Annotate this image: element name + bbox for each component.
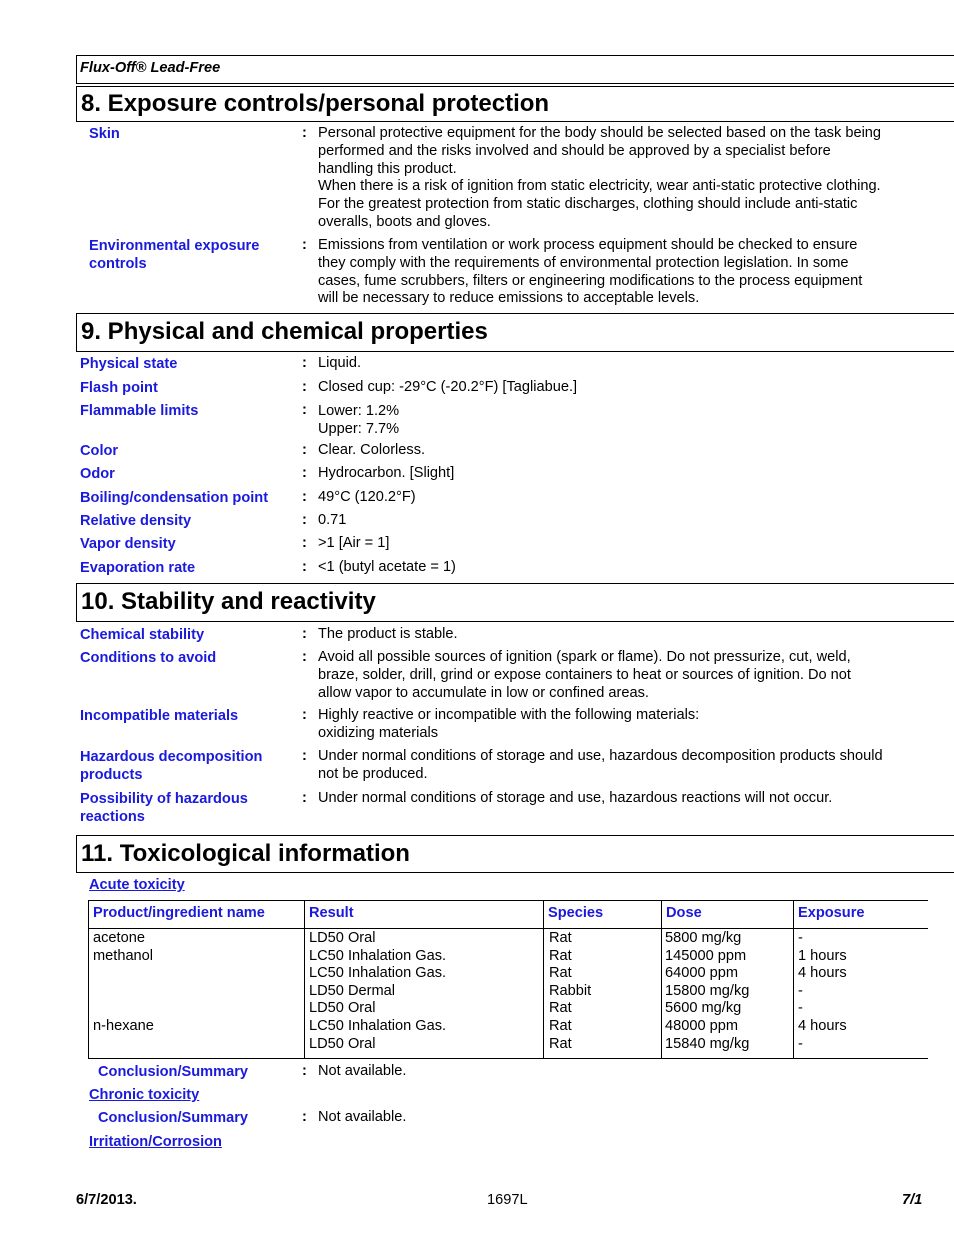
- acute-conclusion-value: Not available.: [318, 1063, 407, 1079]
- environmental-exposure-value: Emissions from ventilation or work process equipment should be checked to ensure they comply with the requirements of environmental protection legislation. In some cases, fume scrubbers, filters or engineering modifications to the process equipment will be necessary to reduce emissions to acceptable levels.: [318, 237, 863, 307]
- colon: :: [302, 1109, 307, 1125]
- table-column-species: Rat Rat Rat Rabbit Rat Rat Rat: [549, 930, 592, 1052]
- colon: :: [302, 465, 307, 481]
- environmental-exposure-label: Environmental exposure controls: [89, 238, 260, 272]
- vapor-density-label: Vapor density: [80, 536, 176, 552]
- table-column-dose: 5800 mg/kg 145000 ppm 64000 ppm 15800 mg/kg 5600 mg/kg 48000 ppm 15840 mg/kg: [665, 930, 750, 1052]
- skin-label: Skin: [89, 126, 120, 142]
- colon: :: [302, 355, 307, 371]
- table-header-result: Result: [309, 905, 354, 921]
- physical-state-label: Physical state: [80, 356, 178, 372]
- colon: :: [302, 707, 307, 723]
- footer-date: 6/7/2013.: [76, 1192, 137, 1208]
- colon: :: [302, 489, 307, 505]
- colon: :: [302, 535, 307, 551]
- hazardous-reactions-label: Possibility of hazardous reactions: [80, 791, 248, 825]
- chronic-conclusion-label: Conclusion/Summary: [98, 1110, 249, 1126]
- table-top-border: [88, 900, 928, 901]
- section-11-title: 11. Toxicological information: [76, 835, 954, 873]
- colon: :: [302, 125, 307, 141]
- colon: :: [302, 790, 307, 806]
- color-label: Color: [80, 443, 119, 459]
- table-col-divider: [793, 900, 794, 1059]
- conditions-to-avoid-label: Conditions to avoid: [80, 650, 217, 666]
- table-col-divider: [661, 900, 662, 1059]
- section-9-title: 9. Physical and chemical properties: [76, 313, 954, 352]
- table-header-exposure: Exposure: [798, 905, 865, 921]
- relative-density-label: Relative density: [80, 513, 192, 529]
- relative-density-value: 0.71: [318, 512, 347, 528]
- colon: :: [302, 402, 307, 418]
- color-value: Clear. Colorless.: [318, 442, 426, 458]
- physical-state-value: Liquid.: [318, 355, 362, 371]
- table-col-divider: [304, 900, 305, 1059]
- footer-code: 1697L: [487, 1192, 528, 1208]
- chemical-stability-label: Chemical stability: [80, 627, 205, 643]
- chronic-toxicity-link[interactable]: Chronic toxicity: [89, 1087, 200, 1103]
- colon: :: [302, 626, 307, 642]
- product-name: Flux-Off® Lead-Free: [80, 60, 221, 76]
- evaporation-rate-label: Evaporation rate: [80, 560, 196, 576]
- colon: :: [302, 442, 307, 458]
- incompatible-materials-value: Highly reactive or incompatible with the following materials: oxidizing materials: [318, 707, 700, 741]
- table-header-dose: Dose: [666, 905, 702, 921]
- table-column-exposure: - 1 hours 4 hours - - 4 hours -: [798, 930, 847, 1052]
- flash-point-value: Closed cup: -29°C (-20.2°F) [Tagliabue.]: [318, 379, 578, 395]
- flammable-limits-label: Flammable limits: [80, 403, 199, 419]
- odor-label: Odor: [80, 466, 115, 482]
- table-header-species: Species: [548, 905, 604, 921]
- table-col-divider: [88, 900, 89, 1059]
- chemical-stability-value: The product is stable.: [318, 626, 458, 642]
- section-10-title: 10. Stability and reactivity: [76, 583, 954, 622]
- hazardous-reactions-value: Under normal conditions of storage and use, hazardous reactions will not occur.: [318, 790, 833, 806]
- flash-point-label: Flash point: [80, 380, 158, 396]
- colon: :: [302, 559, 307, 575]
- colon: :: [302, 512, 307, 528]
- hazardous-decomposition-label: Hazardous decomposition products: [80, 749, 263, 783]
- incompatible-materials-label: Incompatible materials: [80, 708, 239, 724]
- colon: :: [302, 379, 307, 395]
- odor-value: Hydrocarbon. [Slight]: [318, 465, 455, 481]
- colon: :: [302, 748, 307, 764]
- table-bottom-border: [88, 1058, 928, 1059]
- table-column-result: LD50 Oral LC50 Inhalation Gas. LC50 Inhalation Gas. LD50 Dermal LD50 Oral LC50 Inhalation Gas. LD50 Oral: [309, 930, 447, 1052]
- colon: :: [302, 237, 307, 253]
- table-col-divider: [543, 900, 544, 1059]
- acute-conclusion-label: Conclusion/Summary: [98, 1064, 249, 1080]
- table-column-name: acetone methanol n-hexane: [93, 930, 154, 1034]
- skin-value: Personal protective equipment for the body should be selected based on the task being performed and the risks involved and should be approved by a specialist before handling this product. When there is a risk of ignition from static electricity, wear anti-static protective clothing. For the greatest protection from static discharges, clothing should include anti-static overalls, boots and gloves.: [318, 125, 882, 230]
- colon: :: [302, 649, 307, 665]
- table-header-divider: [88, 928, 928, 929]
- acute-toxicity-link[interactable]: Acute toxicity: [89, 877, 185, 893]
- vapor-density-value: >1 [Air = 1]: [318, 535, 390, 551]
- evaporation-rate-value: <1 (butyl acetate = 1): [318, 559, 456, 575]
- flammable-limits-value: Lower: 1.2% Upper: 7.7%: [318, 403, 400, 437]
- chronic-conclusion-value: Not available.: [318, 1109, 407, 1125]
- table-header-name: Product/ingredient name: [93, 905, 265, 921]
- colon: :: [302, 1063, 307, 1079]
- conditions-to-avoid-value: Avoid all possible sources of ignition (spark or flame). Do not pressurize, cut, weld, braze, solder, drill, grind or expose containers to heat or sources of ignition. Do not allow vapor to accumulate in low or confined areas.: [318, 649, 851, 701]
- section-8-title: 8. Exposure controls/personal protection: [76, 86, 954, 122]
- hazardous-decomposition-value: Under normal conditions of storage and use, hazardous decomposition products should not be produced.: [318, 748, 883, 782]
- boiling-point-label: Boiling/condensation point: [80, 490, 269, 506]
- irritation-corrosion-link[interactable]: Irritation/Corrosion: [89, 1134, 222, 1150]
- boiling-point-value: 49°C (120.2°F): [318, 489, 416, 505]
- footer-page: 7/1: [902, 1192, 923, 1208]
